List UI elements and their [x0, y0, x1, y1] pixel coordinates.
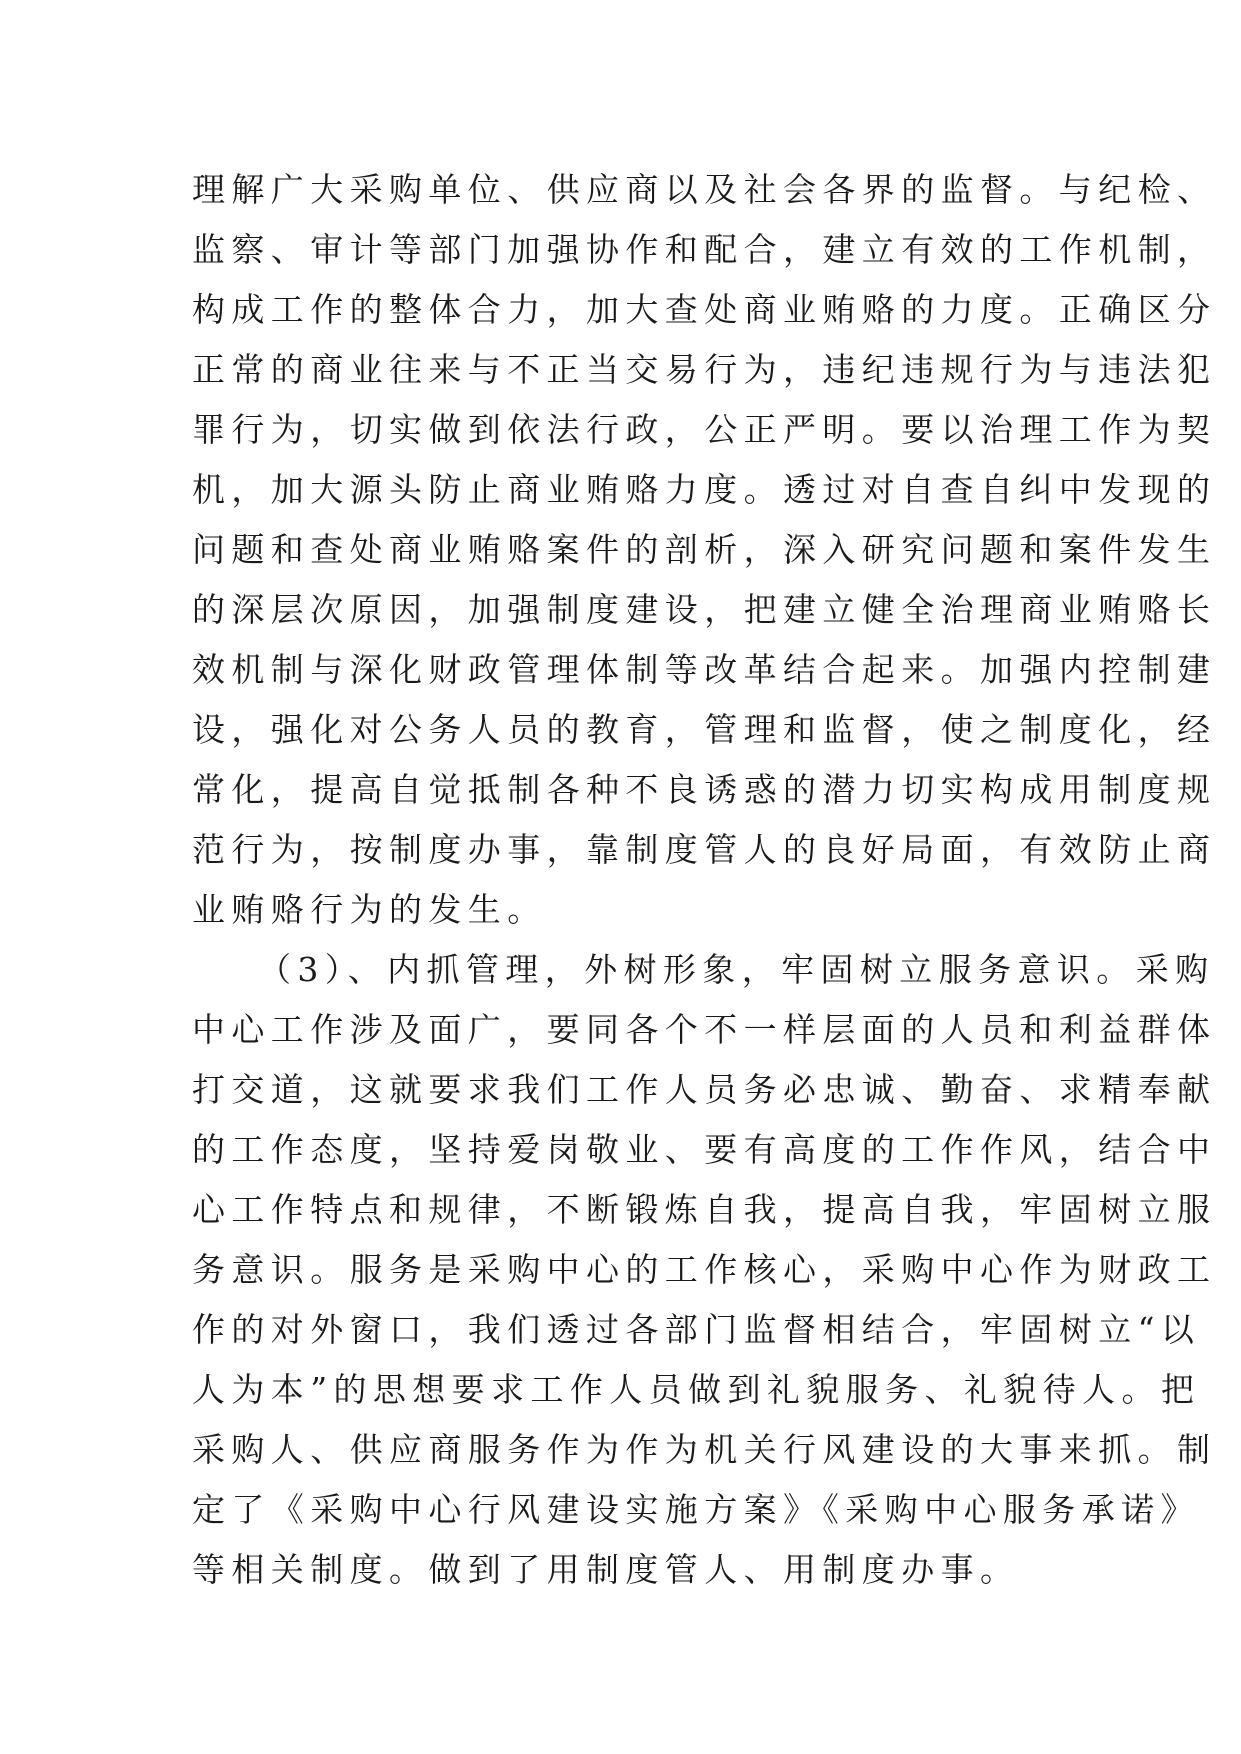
paragraph-1 — [192, 160, 1217, 940]
text-line: 打交道，这就要求我们工作人员务必忠诚、勤奋、求精奉献 — [192, 1070, 1217, 1109]
text-line: 中心工作涉及面广，要同各个不一样层面的人员和利益群体 — [192, 1010, 1217, 1049]
text-line: 机，加大源头防止商业贿赂力度。透过对自查自纠中发现的 — [192, 470, 1217, 509]
text-line: 心工作特点和规律，不断锻炼自我，提高自我，牢固树立服 — [192, 1190, 1217, 1229]
text-line: 务意识。服务是采购中心的工作核心，采购中心作为财政工 — [192, 1250, 1217, 1289]
text-line: 等相关制度。做到了用制度管人、用制度办事。 — [192, 1550, 1020, 1589]
text-line: 理解广大采购单位、供应商以及社会各界的监督。与纪检、 — [192, 170, 1217, 209]
text-line: 定了《采购中心行风建设实施方案》《采购中心服务承诺》 — [192, 1490, 1200, 1529]
text-line: 业贿赂行为的发生。 — [192, 890, 547, 929]
text-line: 设，强化对公务人员的教育，管理和监督，使之制度化，经 — [192, 710, 1217, 749]
text-line: （3）、内抓管理，外树形象，牢固树立服务意识。采购 — [258, 950, 1215, 989]
text-line: 人为本”的思想要求工作人员做到礼貌服务、礼貌待人。把 — [192, 1370, 1201, 1409]
text-line: 效机制与深化财政管理体制等改革结合起来。加强内控制建 — [192, 650, 1217, 689]
text-line: 范行为，按制度办事，靠制度管人的良好局面，有效防止商 — [192, 830, 1217, 869]
text-line: 采购人、供应商服务作为作为机关行风建设的大事来抓。制 — [192, 1430, 1217, 1469]
text-line: 的深层次原因，加强制度建设，把建立健全治理商业贿赂长 — [192, 590, 1217, 629]
text-line: 的工作态度，坚持爱岗敬业、要有高度的工作作风，结合中 — [192, 1130, 1217, 1169]
text-line: 问题和查处商业贿赂案件的剖析，深入研究问题和案件发生 — [192, 530, 1217, 569]
text-line: 构成工作的整体合力，加大查处商业贿赂的力度。正确区分 — [192, 290, 1217, 329]
document-body — [192, 160, 1217, 1600]
text-line: 常化，提高自觉抵制各种不良诱惑的潜力切实构成用制度规 — [192, 770, 1217, 809]
text-line: 作的对外窗口，我们透过各部门监督相结合，牢固树立“以 — [192, 1310, 1201, 1349]
text-line: 监察、审计等部门加强协作和配合，建立有效的工作机制， — [192, 230, 1217, 269]
text-line: 罪行为，切实做到依法行政，公正严明。要以治理工作为契 — [192, 410, 1217, 449]
paragraph-2 — [192, 940, 1217, 1600]
text-line: 正常的商业往来与不正当交易行为，违纪违规行为与违法犯 — [192, 350, 1217, 389]
